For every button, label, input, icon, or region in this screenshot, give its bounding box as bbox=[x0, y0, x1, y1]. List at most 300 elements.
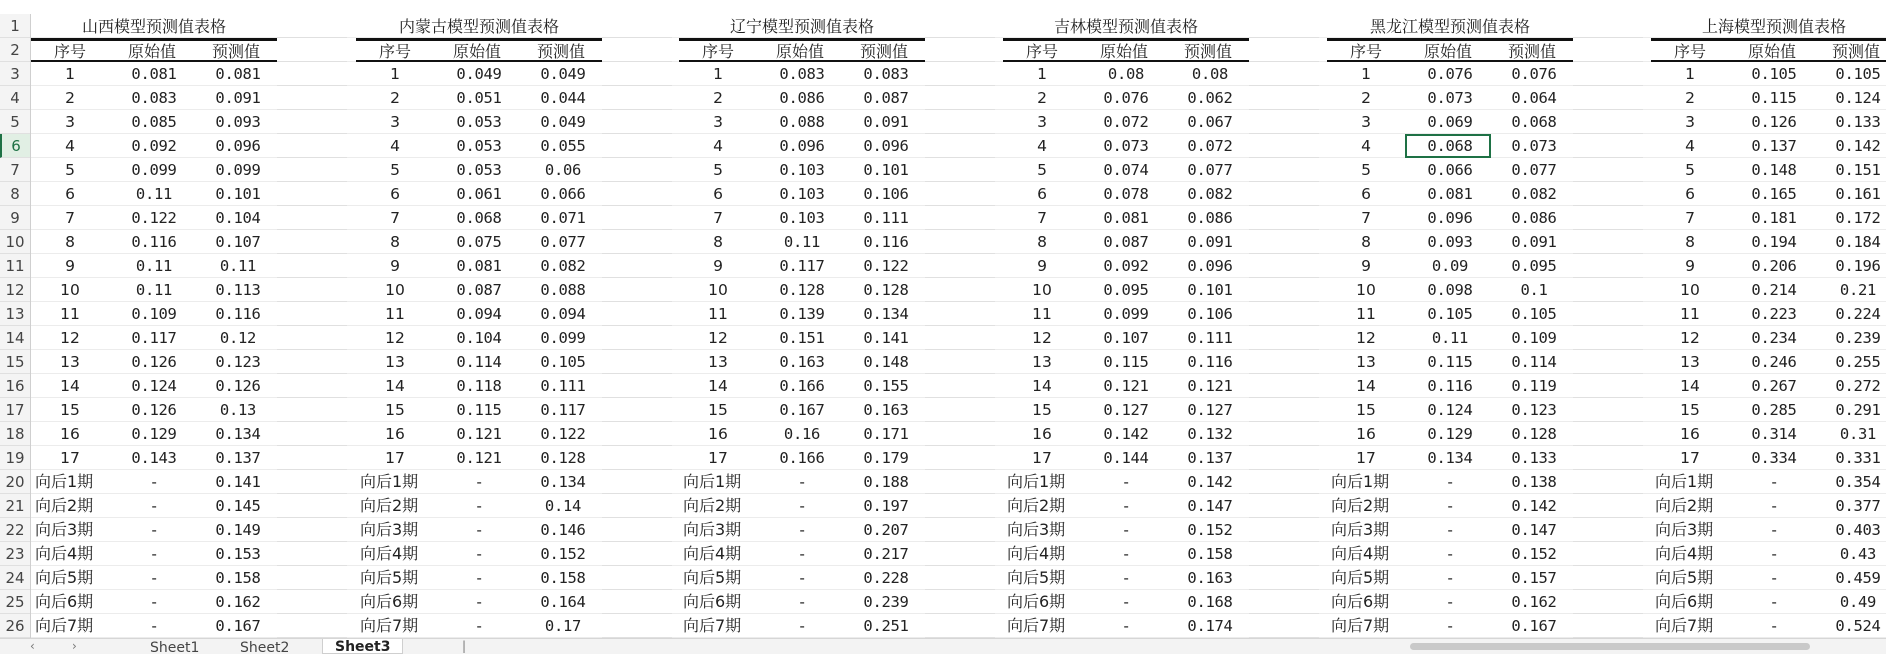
column-header[interactable]: 原始值 bbox=[127, 42, 176, 61]
tab-prev-icon[interactable]: ‹ bbox=[30, 639, 35, 653]
original-value-cell[interactable]: 0.234 bbox=[1751, 329, 1797, 347]
row-header[interactable]: 3 bbox=[0, 62, 30, 86]
original-value-cell[interactable]: 0.076 bbox=[1103, 89, 1149, 107]
predicted-value-cell[interactable]: 0.101 bbox=[215, 185, 261, 203]
row-header[interactable]: 2 bbox=[0, 38, 30, 62]
original-value-cell[interactable]: - bbox=[1769, 521, 1779, 539]
predicted-value-cell[interactable]: 0.088 bbox=[540, 281, 586, 299]
index-cell[interactable]: 向后1期 bbox=[360, 472, 419, 491]
original-value-cell[interactable]: - bbox=[797, 473, 807, 491]
index-cell[interactable]: 7 bbox=[713, 209, 723, 227]
index-cell[interactable]: 12 bbox=[385, 329, 405, 347]
original-value-cell[interactable]: 0.134 bbox=[1427, 449, 1473, 467]
index-cell[interactable]: 向后7期 bbox=[1331, 616, 1390, 635]
original-value-cell[interactable]: 0.081 bbox=[131, 65, 177, 83]
original-value-cell[interactable]: 0.099 bbox=[131, 161, 177, 179]
index-cell[interactable]: 2 bbox=[390, 89, 400, 107]
predicted-value-cell[interactable]: 0.158 bbox=[215, 569, 261, 587]
original-value-cell[interactable]: 0.16 bbox=[783, 425, 821, 443]
original-value-cell[interactable]: - bbox=[1445, 569, 1455, 587]
predicted-value-cell[interactable]: 0.163 bbox=[863, 401, 909, 419]
index-cell[interactable]: 13 bbox=[60, 353, 80, 371]
index-cell[interactable]: 7 bbox=[1037, 209, 1047, 227]
index-cell[interactable]: 向后7期 bbox=[1655, 616, 1714, 635]
index-cell[interactable]: 向后5期 bbox=[683, 568, 742, 587]
predicted-value-cell[interactable]: 0.123 bbox=[215, 353, 261, 371]
index-cell[interactable]: 10 bbox=[60, 281, 80, 299]
original-value-cell[interactable]: 0.128 bbox=[779, 281, 825, 299]
predicted-value-cell[interactable]: 0.147 bbox=[1187, 497, 1233, 515]
original-value-cell[interactable]: 0.09 bbox=[1431, 257, 1469, 275]
index-cell[interactable]: 11 bbox=[60, 305, 80, 323]
predicted-value-cell[interactable]: 0.099 bbox=[215, 161, 261, 179]
predicted-value-cell[interactable]: 0.107 bbox=[215, 233, 261, 251]
index-cell[interactable]: 8 bbox=[1037, 233, 1047, 251]
index-cell[interactable]: 向后1期 bbox=[1331, 472, 1390, 491]
index-cell[interactable]: 向后2期 bbox=[360, 496, 419, 515]
predicted-value-cell[interactable]: 0.082 bbox=[1511, 185, 1557, 203]
index-cell[interactable]: 15 bbox=[708, 401, 728, 419]
predicted-value-cell[interactable]: 0.17 bbox=[544, 617, 582, 635]
predicted-value-cell[interactable]: 0.096 bbox=[863, 137, 909, 155]
index-cell[interactable]: 向后4期 bbox=[360, 544, 419, 563]
index-cell[interactable]: 12 bbox=[708, 329, 728, 347]
predicted-value-cell[interactable]: 0.064 bbox=[1511, 89, 1557, 107]
index-cell[interactable]: 14 bbox=[60, 377, 80, 395]
original-value-cell[interactable]: - bbox=[1445, 617, 1455, 635]
predicted-value-cell[interactable]: 0.122 bbox=[863, 257, 909, 275]
original-value-cell[interactable]: 0.127 bbox=[1103, 401, 1149, 419]
column-header[interactable]: 序号 bbox=[1673, 42, 1706, 61]
index-cell[interactable]: 12 bbox=[60, 329, 80, 347]
predicted-value-cell[interactable]: 0.134 bbox=[863, 305, 909, 323]
predicted-value-cell[interactable]: 0.091 bbox=[1511, 233, 1557, 251]
original-value-cell[interactable]: 0.124 bbox=[1427, 401, 1473, 419]
original-value-cell[interactable]: - bbox=[149, 521, 159, 539]
index-cell[interactable]: 13 bbox=[1680, 353, 1700, 371]
original-value-cell[interactable]: 0.075 bbox=[456, 233, 502, 251]
original-value-cell[interactable]: 0.076 bbox=[1427, 65, 1473, 83]
original-value-cell[interactable]: 0.116 bbox=[131, 233, 177, 251]
original-value-cell[interactable]: 0.11 bbox=[135, 281, 173, 299]
original-value-cell[interactable]: - bbox=[474, 593, 484, 611]
original-value-cell[interactable]: 0.083 bbox=[779, 65, 825, 83]
predicted-value-cell[interactable]: 0.093 bbox=[215, 113, 261, 131]
index-cell[interactable]: 2 bbox=[1361, 89, 1371, 107]
predicted-value-cell[interactable]: 0.142 bbox=[1187, 473, 1233, 491]
column-header[interactable]: 预测值 bbox=[1183, 42, 1232, 61]
original-value-cell[interactable]: 0.115 bbox=[1751, 89, 1797, 107]
index-cell[interactable]: 8 bbox=[65, 233, 75, 251]
column-header[interactable]: 原始值 bbox=[775, 42, 824, 61]
original-value-cell[interactable]: - bbox=[1121, 617, 1131, 635]
predicted-value-cell[interactable]: 0.31 bbox=[1839, 425, 1877, 443]
predicted-value-cell[interactable]: 0.134 bbox=[215, 425, 261, 443]
predicted-value-cell[interactable]: 0.174 bbox=[1187, 617, 1233, 635]
column-header[interactable]: 序号 bbox=[1025, 42, 1058, 61]
predicted-value-cell[interactable]: 0.158 bbox=[1187, 545, 1233, 563]
predicted-value-cell[interactable]: 0.124 bbox=[1835, 89, 1881, 107]
original-value-cell[interactable]: 0.314 bbox=[1751, 425, 1797, 443]
index-cell[interactable]: 16 bbox=[385, 425, 405, 443]
original-value-cell[interactable]: - bbox=[474, 617, 484, 635]
predicted-value-cell[interactable]: 0.109 bbox=[1511, 329, 1557, 347]
predicted-value-cell[interactable]: 0.073 bbox=[1511, 137, 1557, 155]
predicted-value-cell[interactable]: 0.331 bbox=[1835, 449, 1881, 467]
index-cell[interactable]: 15 bbox=[1680, 401, 1700, 419]
index-cell[interactable]: 4 bbox=[1037, 137, 1047, 155]
predicted-value-cell[interactable]: 0.239 bbox=[1835, 329, 1881, 347]
predicted-value-cell[interactable]: 0.167 bbox=[1511, 617, 1557, 635]
index-cell[interactable]: 8 bbox=[1685, 233, 1695, 251]
predicted-value-cell[interactable]: 0.164 bbox=[540, 593, 586, 611]
original-value-cell[interactable]: 0.165 bbox=[1751, 185, 1797, 203]
predicted-value-cell[interactable]: 0.141 bbox=[863, 329, 909, 347]
predicted-value-cell[interactable]: 0.132 bbox=[1187, 425, 1233, 443]
predicted-value-cell[interactable]: 0.133 bbox=[1511, 449, 1557, 467]
predicted-value-cell[interactable]: 0.101 bbox=[863, 161, 909, 179]
original-value-cell[interactable]: - bbox=[1121, 545, 1131, 563]
index-cell[interactable]: 向后4期 bbox=[683, 544, 742, 563]
predicted-value-cell[interactable]: 0.091 bbox=[1187, 233, 1233, 251]
original-value-cell[interactable]: - bbox=[1769, 617, 1779, 635]
original-value-cell[interactable]: 0.126 bbox=[131, 401, 177, 419]
predicted-value-cell[interactable]: 0.066 bbox=[540, 185, 586, 203]
original-value-cell[interactable]: - bbox=[1445, 545, 1455, 563]
predicted-value-cell[interactable]: 0.197 bbox=[863, 497, 909, 515]
index-cell[interactable]: 12 bbox=[1356, 329, 1376, 347]
original-value-cell[interactable]: - bbox=[474, 521, 484, 539]
column-header[interactable]: 原始值 bbox=[452, 42, 501, 61]
index-cell[interactable]: 5 bbox=[1361, 161, 1371, 179]
index-cell[interactable]: 12 bbox=[1680, 329, 1700, 347]
original-value-cell[interactable]: 0.073 bbox=[1103, 137, 1149, 155]
original-value-cell[interactable]: 0.085 bbox=[131, 113, 177, 131]
index-cell[interactable]: 3 bbox=[713, 113, 723, 131]
original-value-cell[interactable]: 0.053 bbox=[456, 113, 502, 131]
predicted-value-cell[interactable]: 0.105 bbox=[540, 353, 586, 371]
predicted-value-cell[interactable]: 0.207 bbox=[863, 521, 909, 539]
predicted-value-cell[interactable]: 0.049 bbox=[540, 65, 586, 83]
original-value-cell[interactable]: 0.116 bbox=[1427, 377, 1473, 395]
predicted-value-cell[interactable]: 0.272 bbox=[1835, 377, 1881, 395]
index-cell[interactable]: 11 bbox=[1680, 305, 1700, 323]
index-cell[interactable]: 向后3期 bbox=[1007, 520, 1066, 539]
original-value-cell[interactable]: - bbox=[474, 569, 484, 587]
index-cell[interactable]: 6 bbox=[1361, 185, 1371, 203]
original-value-cell[interactable]: - bbox=[1121, 497, 1131, 515]
index-cell[interactable]: 4 bbox=[1361, 137, 1371, 155]
index-cell[interactable]: 向后5期 bbox=[1007, 568, 1066, 587]
predicted-value-cell[interactable]: 0.137 bbox=[215, 449, 261, 467]
index-cell[interactable]: 3 bbox=[390, 113, 400, 131]
index-cell[interactable]: 15 bbox=[60, 401, 80, 419]
predicted-value-cell[interactable]: 0.077 bbox=[1187, 161, 1233, 179]
index-cell[interactable]: 16 bbox=[60, 425, 80, 443]
predicted-value-cell[interactable]: 0.168 bbox=[1187, 593, 1233, 611]
original-value-cell[interactable]: 0.049 bbox=[456, 65, 502, 83]
index-cell[interactable]: 6 bbox=[713, 185, 723, 203]
predicted-value-cell[interactable]: 0.184 bbox=[1835, 233, 1881, 251]
predicted-value-cell[interactable]: 0.145 bbox=[215, 497, 261, 515]
index-cell[interactable]: 5 bbox=[390, 161, 400, 179]
predicted-value-cell[interactable]: 0.094 bbox=[540, 305, 586, 323]
index-cell[interactable]: 15 bbox=[385, 401, 405, 419]
index-cell[interactable]: 9 bbox=[65, 257, 75, 275]
predicted-value-cell[interactable]: 0.101 bbox=[1187, 281, 1233, 299]
index-cell[interactable]: 向后2期 bbox=[1655, 496, 1714, 515]
index-cell[interactable]: 17 bbox=[1680, 449, 1700, 467]
row-header[interactable]: 25 bbox=[0, 590, 30, 614]
row-header[interactable]: 26 bbox=[0, 614, 30, 638]
predicted-value-cell[interactable]: 0.1 bbox=[1520, 281, 1548, 299]
predicted-value-cell[interactable]: 0.044 bbox=[540, 89, 586, 107]
row-header[interactable]: 6 bbox=[0, 134, 30, 158]
column-header[interactable]: 预测值 bbox=[859, 42, 908, 61]
index-cell[interactable]: 向后6期 bbox=[683, 592, 742, 611]
original-value-cell[interactable]: 0.095 bbox=[1103, 281, 1149, 299]
column-header[interactable]: 序号 bbox=[53, 42, 86, 61]
predicted-value-cell[interactable]: 0.524 bbox=[1835, 617, 1881, 635]
predicted-value-cell[interactable]: 0.111 bbox=[540, 377, 586, 395]
index-cell[interactable]: 2 bbox=[713, 89, 723, 107]
original-value-cell[interactable]: 0.096 bbox=[1427, 209, 1473, 227]
original-value-cell[interactable]: 0.285 bbox=[1751, 401, 1797, 419]
predicted-value-cell[interactable]: 0.086 bbox=[1511, 209, 1557, 227]
original-value-cell[interactable]: - bbox=[149, 617, 159, 635]
row-header[interactable]: 13 bbox=[0, 302, 30, 326]
original-value-cell[interactable]: 0.267 bbox=[1751, 377, 1797, 395]
predicted-value-cell[interactable]: 0.06 bbox=[544, 161, 582, 179]
original-value-cell[interactable]: 0.074 bbox=[1103, 161, 1149, 179]
index-cell[interactable]: 5 bbox=[713, 161, 723, 179]
predicted-value-cell[interactable]: 0.095 bbox=[1511, 257, 1557, 275]
original-value-cell[interactable]: 0.081 bbox=[1103, 209, 1149, 227]
index-cell[interactable]: 向后7期 bbox=[360, 616, 419, 635]
original-value-cell[interactable]: 0.121 bbox=[456, 449, 502, 467]
index-cell[interactable]: 11 bbox=[1356, 305, 1376, 323]
index-cell[interactable]: 向后5期 bbox=[360, 568, 419, 587]
index-cell[interactable]: 16 bbox=[708, 425, 728, 443]
index-cell[interactable]: 向后4期 bbox=[1331, 544, 1390, 563]
predicted-value-cell[interactable]: 0.155 bbox=[863, 377, 909, 395]
original-value-cell[interactable]: 0.087 bbox=[456, 281, 502, 299]
original-value-cell[interactable]: 0.167 bbox=[779, 401, 825, 419]
predicted-value-cell[interactable]: 0.228 bbox=[863, 569, 909, 587]
index-cell[interactable]: 向后5期 bbox=[1655, 568, 1714, 587]
index-cell[interactable]: 向后1期 bbox=[1007, 472, 1066, 491]
index-cell[interactable]: 17 bbox=[1356, 449, 1376, 467]
predicted-value-cell[interactable]: 0.106 bbox=[863, 185, 909, 203]
index-cell[interactable]: 14 bbox=[1680, 377, 1700, 395]
original-value-cell[interactable]: - bbox=[1445, 593, 1455, 611]
predicted-value-cell[interactable]: 0.152 bbox=[1187, 521, 1233, 539]
original-value-cell[interactable]: - bbox=[149, 473, 159, 491]
sheet-tab-3[interactable]: Sheet3 bbox=[322, 638, 403, 654]
predicted-value-cell[interactable]: 0.12 bbox=[219, 329, 257, 347]
predicted-value-cell[interactable]: 0.128 bbox=[863, 281, 909, 299]
original-value-cell[interactable]: 0.061 bbox=[456, 185, 502, 203]
index-cell[interactable]: 10 bbox=[1032, 281, 1052, 299]
original-value-cell[interactable]: 0.129 bbox=[131, 425, 177, 443]
original-value-cell[interactable]: - bbox=[1445, 521, 1455, 539]
original-value-cell[interactable]: 0.137 bbox=[1751, 137, 1797, 155]
predicted-value-cell[interactable]: 0.116 bbox=[215, 305, 261, 323]
index-cell[interactable]: 向后3期 bbox=[360, 520, 419, 539]
original-value-cell[interactable]: 0.115 bbox=[456, 401, 502, 419]
predicted-value-cell[interactable]: 0.127 bbox=[1187, 401, 1233, 419]
index-cell[interactable]: 13 bbox=[385, 353, 405, 371]
predicted-value-cell[interactable]: 0.137 bbox=[1187, 449, 1233, 467]
predicted-value-cell[interactable]: 0.459 bbox=[1835, 569, 1881, 587]
predicted-value-cell[interactable]: 0.162 bbox=[215, 593, 261, 611]
worksheet-grid[interactable] bbox=[31, 14, 1886, 638]
predicted-value-cell[interactable]: 0.077 bbox=[540, 233, 586, 251]
sheet-tab-2[interactable]: Sheet2 bbox=[240, 640, 290, 654]
original-value-cell[interactable]: 0.143 bbox=[131, 449, 177, 467]
index-cell[interactable]: 8 bbox=[1361, 233, 1371, 251]
predicted-value-cell[interactable]: 0.21 bbox=[1839, 281, 1877, 299]
original-value-cell[interactable]: 0.181 bbox=[1751, 209, 1797, 227]
table-title[interactable]: 吉林模型预测值表格 bbox=[1053, 17, 1198, 36]
original-value-cell[interactable]: 0.151 bbox=[779, 329, 825, 347]
original-value-cell[interactable]: 0.11 bbox=[135, 257, 173, 275]
predicted-value-cell[interactable]: 0.096 bbox=[215, 137, 261, 155]
index-cell[interactable]: 1 bbox=[1037, 65, 1047, 83]
original-value-cell[interactable]: - bbox=[1121, 473, 1131, 491]
original-value-cell[interactable]: - bbox=[797, 569, 807, 587]
empty-column[interactable] bbox=[602, 14, 672, 638]
index-cell[interactable]: 向后3期 bbox=[1331, 520, 1390, 539]
index-cell[interactable]: 向后6期 bbox=[35, 592, 94, 611]
predicted-value-cell[interactable]: 0.157 bbox=[1511, 569, 1557, 587]
index-cell[interactable]: 2 bbox=[1685, 89, 1695, 107]
predicted-value-cell[interactable]: 0.105 bbox=[1511, 305, 1557, 323]
index-cell[interactable]: 向后5期 bbox=[1331, 568, 1390, 587]
original-value-cell[interactable]: 0.11 bbox=[783, 233, 821, 251]
index-cell[interactable]: 10 bbox=[1356, 281, 1376, 299]
index-cell[interactable]: 9 bbox=[1037, 257, 1047, 275]
predicted-value-cell[interactable]: 0.071 bbox=[540, 209, 586, 227]
original-value-cell[interactable]: 0.246 bbox=[1751, 353, 1797, 371]
original-value-cell[interactable]: - bbox=[797, 617, 807, 635]
index-cell[interactable]: 13 bbox=[1356, 353, 1376, 371]
original-value-cell[interactable]: 0.068 bbox=[1405, 134, 1491, 158]
original-value-cell[interactable]: 0.081 bbox=[456, 257, 502, 275]
original-value-cell[interactable]: 0.109 bbox=[131, 305, 177, 323]
original-value-cell[interactable]: 0.194 bbox=[1751, 233, 1797, 251]
original-value-cell[interactable]: 0.117 bbox=[131, 329, 177, 347]
predicted-value-cell[interactable]: 0.153 bbox=[215, 545, 261, 563]
index-cell[interactable]: 向后4期 bbox=[35, 544, 94, 563]
original-value-cell[interactable]: 0.103 bbox=[779, 185, 825, 203]
tab-options-icon[interactable]: | bbox=[462, 639, 467, 653]
row-header[interactable]: 12 bbox=[0, 278, 30, 302]
original-value-cell[interactable]: 0.093 bbox=[1427, 233, 1473, 251]
original-value-cell[interactable]: - bbox=[1121, 521, 1131, 539]
original-value-cell[interactable]: 0.072 bbox=[1103, 113, 1149, 131]
index-cell[interactable]: 12 bbox=[1032, 329, 1052, 347]
index-cell[interactable]: 4 bbox=[390, 137, 400, 155]
row-header[interactable]: 22 bbox=[0, 518, 30, 542]
index-cell[interactable]: 16 bbox=[1680, 425, 1700, 443]
predicted-value-cell[interactable]: 0.122 bbox=[540, 425, 586, 443]
predicted-value-cell[interactable]: 0.08 bbox=[1191, 65, 1229, 83]
predicted-value-cell[interactable]: 0.151 bbox=[1835, 161, 1881, 179]
predicted-value-cell[interactable]: 0.119 bbox=[1511, 377, 1557, 395]
predicted-value-cell[interactable]: 0.114 bbox=[1511, 353, 1557, 371]
predicted-value-cell[interactable]: 0.14 bbox=[544, 497, 582, 515]
index-cell[interactable]: 9 bbox=[713, 257, 723, 275]
predicted-value-cell[interactable]: 0.403 bbox=[1835, 521, 1881, 539]
original-value-cell[interactable]: 0.129 bbox=[1427, 425, 1473, 443]
original-value-cell[interactable]: 0.08 bbox=[1107, 65, 1145, 83]
index-cell[interactable]: 向后6期 bbox=[1007, 592, 1066, 611]
predicted-value-cell[interactable]: 0.239 bbox=[863, 593, 909, 611]
original-value-cell[interactable]: - bbox=[149, 545, 159, 563]
predicted-value-cell[interactable]: 0.126 bbox=[215, 377, 261, 395]
row-header[interactable]: 24 bbox=[0, 566, 30, 590]
original-value-cell[interactable]: 0.121 bbox=[456, 425, 502, 443]
index-cell[interactable]: 向后3期 bbox=[35, 520, 94, 539]
predicted-value-cell[interactable]: 0.149 bbox=[215, 521, 261, 539]
predicted-value-cell[interactable]: 0.082 bbox=[1187, 185, 1233, 203]
original-value-cell[interactable]: - bbox=[797, 521, 807, 539]
original-value-cell[interactable]: 0.148 bbox=[1751, 161, 1797, 179]
index-cell[interactable]: 3 bbox=[1685, 113, 1695, 131]
index-cell[interactable]: 6 bbox=[390, 185, 400, 203]
predicted-value-cell[interactable]: 0.217 bbox=[863, 545, 909, 563]
index-cell[interactable]: 4 bbox=[713, 137, 723, 155]
original-value-cell[interactable]: 0.163 bbox=[779, 353, 825, 371]
index-cell[interactable]: 15 bbox=[1032, 401, 1052, 419]
predicted-value-cell[interactable]: 0.152 bbox=[1511, 545, 1557, 563]
index-cell[interactable]: 2 bbox=[1037, 89, 1047, 107]
index-cell[interactable]: 14 bbox=[1032, 377, 1052, 395]
original-value-cell[interactable]: 0.098 bbox=[1427, 281, 1473, 299]
index-cell[interactable]: 15 bbox=[1356, 401, 1376, 419]
index-cell[interactable]: 5 bbox=[65, 161, 75, 179]
index-cell[interactable]: 向后5期 bbox=[35, 568, 94, 587]
original-value-cell[interactable]: 0.083 bbox=[131, 89, 177, 107]
row-header[interactable]: 19 bbox=[0, 446, 30, 470]
predicted-value-cell[interactable]: 0.147 bbox=[1511, 521, 1557, 539]
original-value-cell[interactable]: 0.117 bbox=[779, 257, 825, 275]
sheet-tab-1[interactable]: Sheet1 bbox=[150, 640, 200, 654]
index-cell[interactable]: 向后2期 bbox=[35, 496, 94, 515]
original-value-cell[interactable]: 0.105 bbox=[1427, 305, 1473, 323]
index-cell[interactable]: 10 bbox=[708, 281, 728, 299]
index-cell[interactable]: 17 bbox=[385, 449, 405, 467]
predicted-value-cell[interactable]: 0.163 bbox=[1187, 569, 1233, 587]
predicted-value-cell[interactable]: 0.13 bbox=[219, 401, 257, 419]
index-cell[interactable]: 4 bbox=[65, 137, 75, 155]
index-cell[interactable]: 11 bbox=[708, 305, 728, 323]
index-cell[interactable]: 向后7期 bbox=[1007, 616, 1066, 635]
index-cell[interactable]: 7 bbox=[1361, 209, 1371, 227]
column-header[interactable]: 原始值 bbox=[1423, 42, 1472, 61]
original-value-cell[interactable]: 0.066 bbox=[1427, 161, 1473, 179]
index-cell[interactable]: 向后2期 bbox=[1007, 496, 1066, 515]
index-cell[interactable]: 14 bbox=[708, 377, 728, 395]
index-cell[interactable]: 3 bbox=[1361, 113, 1371, 131]
empty-column[interactable] bbox=[1249, 14, 1319, 638]
row-header[interactable]: 16 bbox=[0, 374, 30, 398]
horizontal-scrollbar[interactable] bbox=[1410, 643, 1810, 650]
original-value-cell[interactable]: 0.126 bbox=[1751, 113, 1797, 131]
original-value-cell[interactable]: 0.099 bbox=[1103, 305, 1149, 323]
index-cell[interactable]: 向后7期 bbox=[683, 616, 742, 635]
